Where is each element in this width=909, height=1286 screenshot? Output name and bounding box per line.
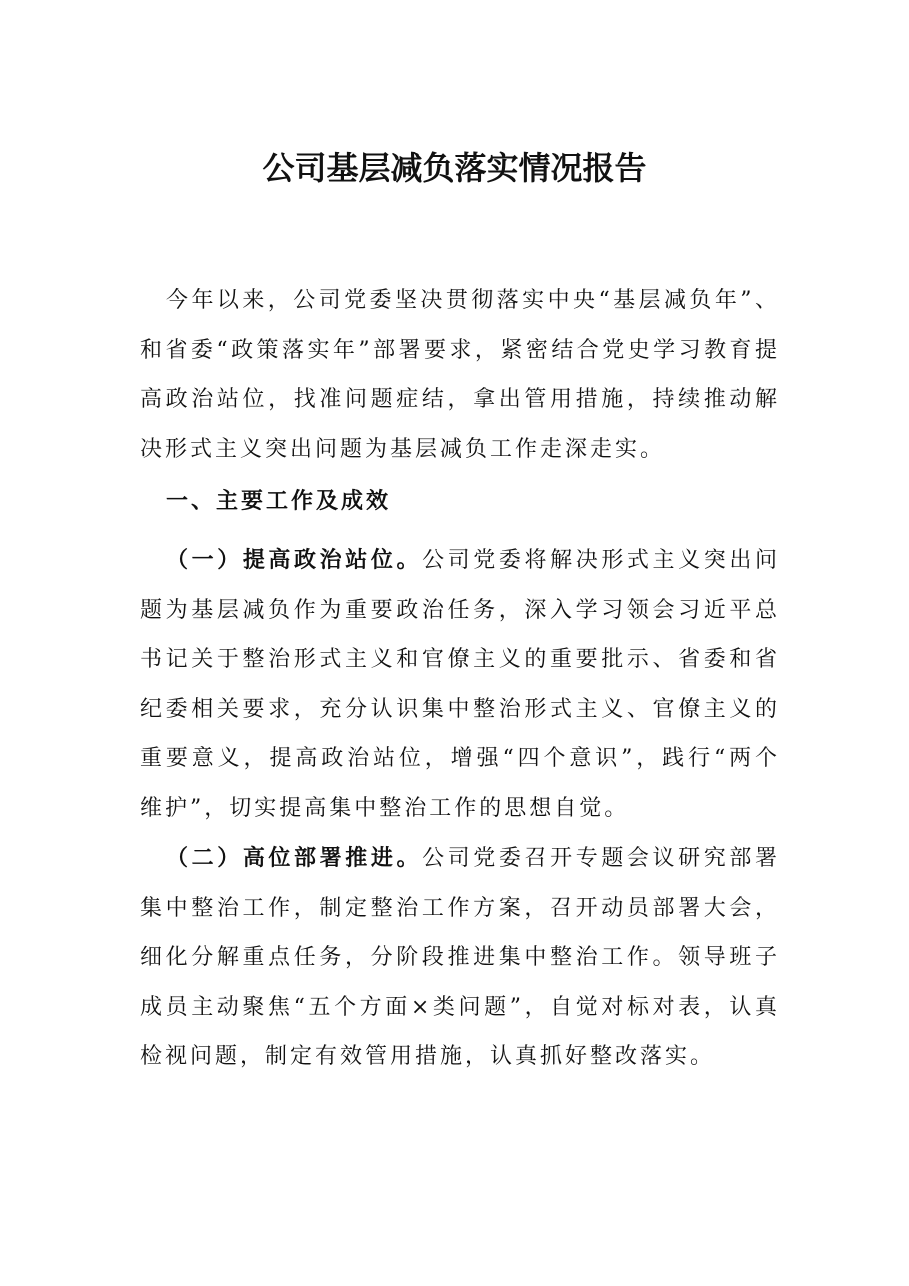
item-1-lead: （一）提高政治站位。 xyxy=(166,547,423,573)
section-heading: 一、主要工作及成效 xyxy=(166,488,392,514)
item-2-text: 公司党委召开专题会议研究部署集中整治工作，制定整治工作方案，召开动员部署大会，细化分解重点任务，分阶段推进集中整治工作。领导班子成员主动聚焦“五个方面×类问题”，自觉对标对表，认真检视问题，制定有效管用措施，认真抓好整改落实。 xyxy=(140,846,780,1069)
paragraph-item-2 xyxy=(140,834,780,1082)
item-1-text: 公司党委将解决形式主义突出问题为基层减负作为重要政治任务，深入学习领会习近平总书记关于整治形式主义和官僚主义的重要批示、省委和省纪委相关要求，充分认识集中整治形式主义、官僚主义的重要意义，提高政治站位，增强“四个意识”，践行“两个维护”，切实提高集中整治工作的思想自觉。 xyxy=(140,548,780,821)
intro-paragraph: 今年以来，公司党委坚决贯彻落实中央“基层减负年”、和省委“政策落实年”部署要求，紧密结合党史学习教育提高政治站位，找准问题症结，拿出管用措施，持续推动解决形式主义突出问题为基层减负工作走深走实。 xyxy=(140,288,780,462)
paragraph-item-1 xyxy=(140,536,780,833)
item-2-lead: （二）高位部署推进。 xyxy=(166,845,423,871)
document-title: 公司基层减负落实情况报告 xyxy=(262,149,647,187)
